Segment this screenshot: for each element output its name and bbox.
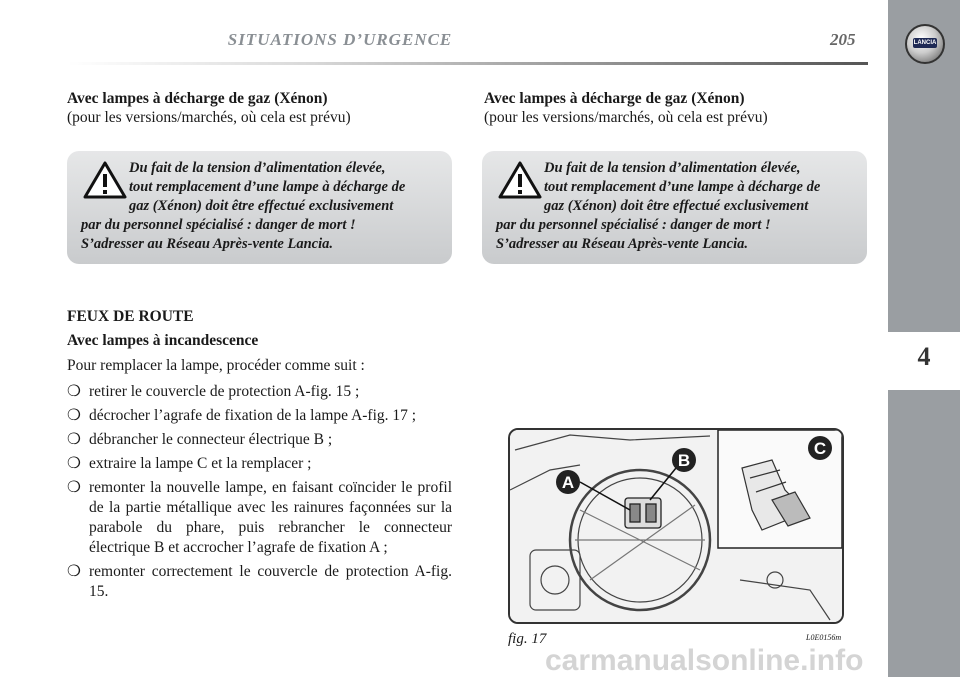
warning-line: Du fait de la tension d’alimentation élevée, <box>544 160 801 176</box>
left-warning-box <box>67 151 452 264</box>
logo-text: LANCIA <box>913 40 937 46</box>
label-a: A <box>561 473 575 492</box>
right-heading: Avec lampes à décharge de gaz (Xénon) <box>484 90 745 107</box>
warning-line: par du personnel spécialisé : danger de mort ! <box>496 217 771 233</box>
watermark: carmanualsonline.info <box>545 644 864 677</box>
page-header-title: SITUATIONS D’URGENCE <box>227 30 453 49</box>
section-subtitle: Avec lampes à incandescence <box>67 332 259 349</box>
right-subheading: (pour les versions/marchés, où cela est prévu) <box>484 109 768 126</box>
chapter-tab-number: 4 <box>917 342 931 371</box>
page-number: 205 <box>830 30 856 49</box>
left-heading: Avec lampes à décharge de gaz (Xénon) <box>67 90 328 107</box>
step-item <box>67 406 452 426</box>
step-item <box>67 562 452 602</box>
warning-line: gaz (Xénon) doit être effectué exclusivement <box>544 198 809 214</box>
step-text: décrocher l’agrafe de fixation de la lampe A-fig. 17 ; <box>89 407 417 424</box>
warning-line: S’adresser au Réseau Après-vente Lancia. <box>496 236 748 252</box>
bullet-icon: ❍ <box>67 431 81 448</box>
step-item <box>67 430 452 450</box>
chapter-tab[interactable] <box>888 332 960 390</box>
left-subheading: (pour les versions/marchés, où cela est prévu) <box>67 109 351 126</box>
right-warning-box <box>482 151 867 264</box>
left-column <box>67 90 452 128</box>
step-item <box>67 454 452 474</box>
label-c: C <box>813 439 827 458</box>
warning-line: tout remplacement d’une lampe à décharge de <box>129 179 406 195</box>
warning-line: Du fait de la tension d’alimentation élevée, <box>129 160 386 176</box>
figure-caption: fig. 17 <box>508 631 547 647</box>
step-text: débrancher le connecteur électrique B ; <box>89 431 333 448</box>
high-beam-section <box>67 308 452 606</box>
bullet-icon: ❍ <box>67 479 81 496</box>
figure-code: L0E0156m <box>806 633 842 642</box>
step-item <box>67 382 452 402</box>
warning-line: tout remplacement d’une lampe à décharge de <box>544 179 821 195</box>
left-warning-text <box>81 159 438 254</box>
warning-triangle-icon <box>83 161 127 199</box>
step-text: retirer le couvercle de protection A-fig. 15 ; <box>89 383 360 400</box>
label-b: B <box>677 451 691 470</box>
section-title: FEUX DE ROUTE <box>67 308 194 325</box>
right-column <box>484 90 869 128</box>
bullet-icon: ❍ <box>67 383 81 400</box>
headlamp-illustration <box>510 430 842 622</box>
step-text: remonter la nouvelle lampe, en faisant coïncider le profil de la partie métallique avec les rainures façonnées sur la parabole du phare, puis rebrancher le connecteur électrique B et accrocher l’agrafe de fixation A ; <box>89 479 452 556</box>
lancia-logo <box>905 24 945 64</box>
section-intro: Pour remplacer la lampe, procéder comme suit : <box>67 357 365 374</box>
step-item <box>67 478 452 558</box>
warning-line: par du personnel spécialisé : danger de mort ! <box>81 217 356 233</box>
right-warning-text <box>496 159 853 254</box>
warning-line: S’adresser au Réseau Après-vente Lancia. <box>81 236 333 252</box>
step-text: extraire la lampe C et la remplacer ; <box>89 455 312 472</box>
header-rule <box>68 62 868 65</box>
bullet-icon: ❍ <box>67 407 81 424</box>
warning-triangle-icon <box>498 161 542 199</box>
warning-line: gaz (Xénon) doit être effectué exclusivement <box>129 198 394 214</box>
step-text: remonter correctement le couvercle de protection A-fig. 15. <box>89 563 452 600</box>
bullet-icon: ❍ <box>67 455 81 472</box>
headlamp-figure <box>508 428 844 624</box>
bullet-icon: ❍ <box>67 563 81 580</box>
